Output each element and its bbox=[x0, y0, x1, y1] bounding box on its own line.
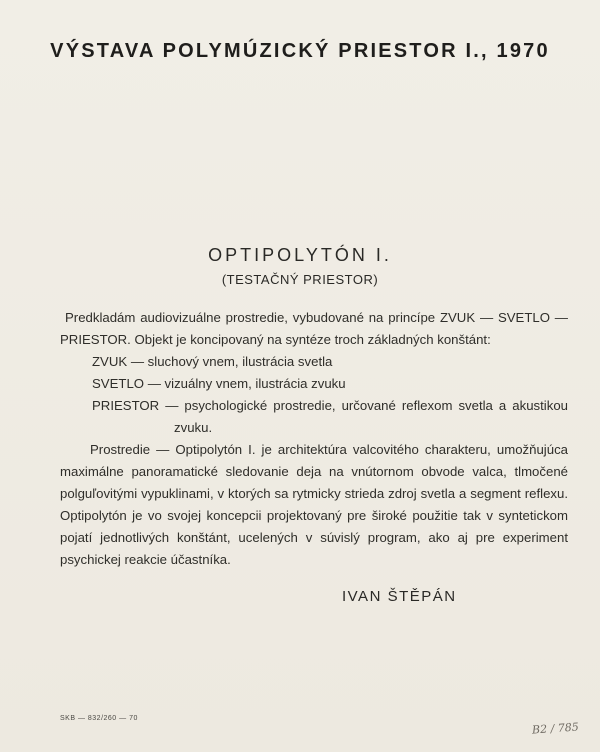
definition-zvuk: ZVUK — sluchový vnem, ilustrácia svetla bbox=[92, 354, 333, 369]
exhibition-title: VÝSTAVA POLYMÚZICKÝ PRIESTOR I., 1970 bbox=[50, 40, 550, 62]
author-name: IVAN ŠTĚPÁN bbox=[342, 588, 457, 605]
intro-paragraph: Predkladám audiovizuálne prostredie, vybudované na princípe ZVUK — SVETLO — PRIESTOR. Objekt je koncipovaný na syntéze troch základných konštánt: bbox=[60, 310, 568, 347]
definition-priestor: PRIESTOR — psychologické prostredie, určované reflexom svetla a akustikou zvuku. bbox=[92, 398, 568, 435]
description-paragraph: Prostredie — Optipolytón I. je architektúra valcovitého charakteru, umožňujúca maximálne panoramatické sledovanie deja na vnútornom obvode valca, tlmočené polguľovitými vypuklinami, v ktorých sa rytmicky strieda zdroj svetla a segment reflexu. Optipolytón je vo svojej koncepcii projektovaný pre široké použitie tak v syntetickom pojatí jednotlivých konštánt, ucelených v súvislý program, ako aj pre experiment psychickej reakcie účastníka. bbox=[60, 442, 568, 567]
work-title: OPTIPOLYTÓN I. bbox=[208, 245, 392, 265]
work-subtitle: (TESTAČNÝ PRIESTOR) bbox=[221, 272, 379, 287]
print-code: SKB — 832/260 — 70 bbox=[60, 715, 138, 722]
definition-svetlo: SVETLO — vizuálny vnem, ilustrácia zvuku bbox=[92, 376, 346, 391]
archive-mark: B2 / 785 bbox=[531, 720, 580, 737]
